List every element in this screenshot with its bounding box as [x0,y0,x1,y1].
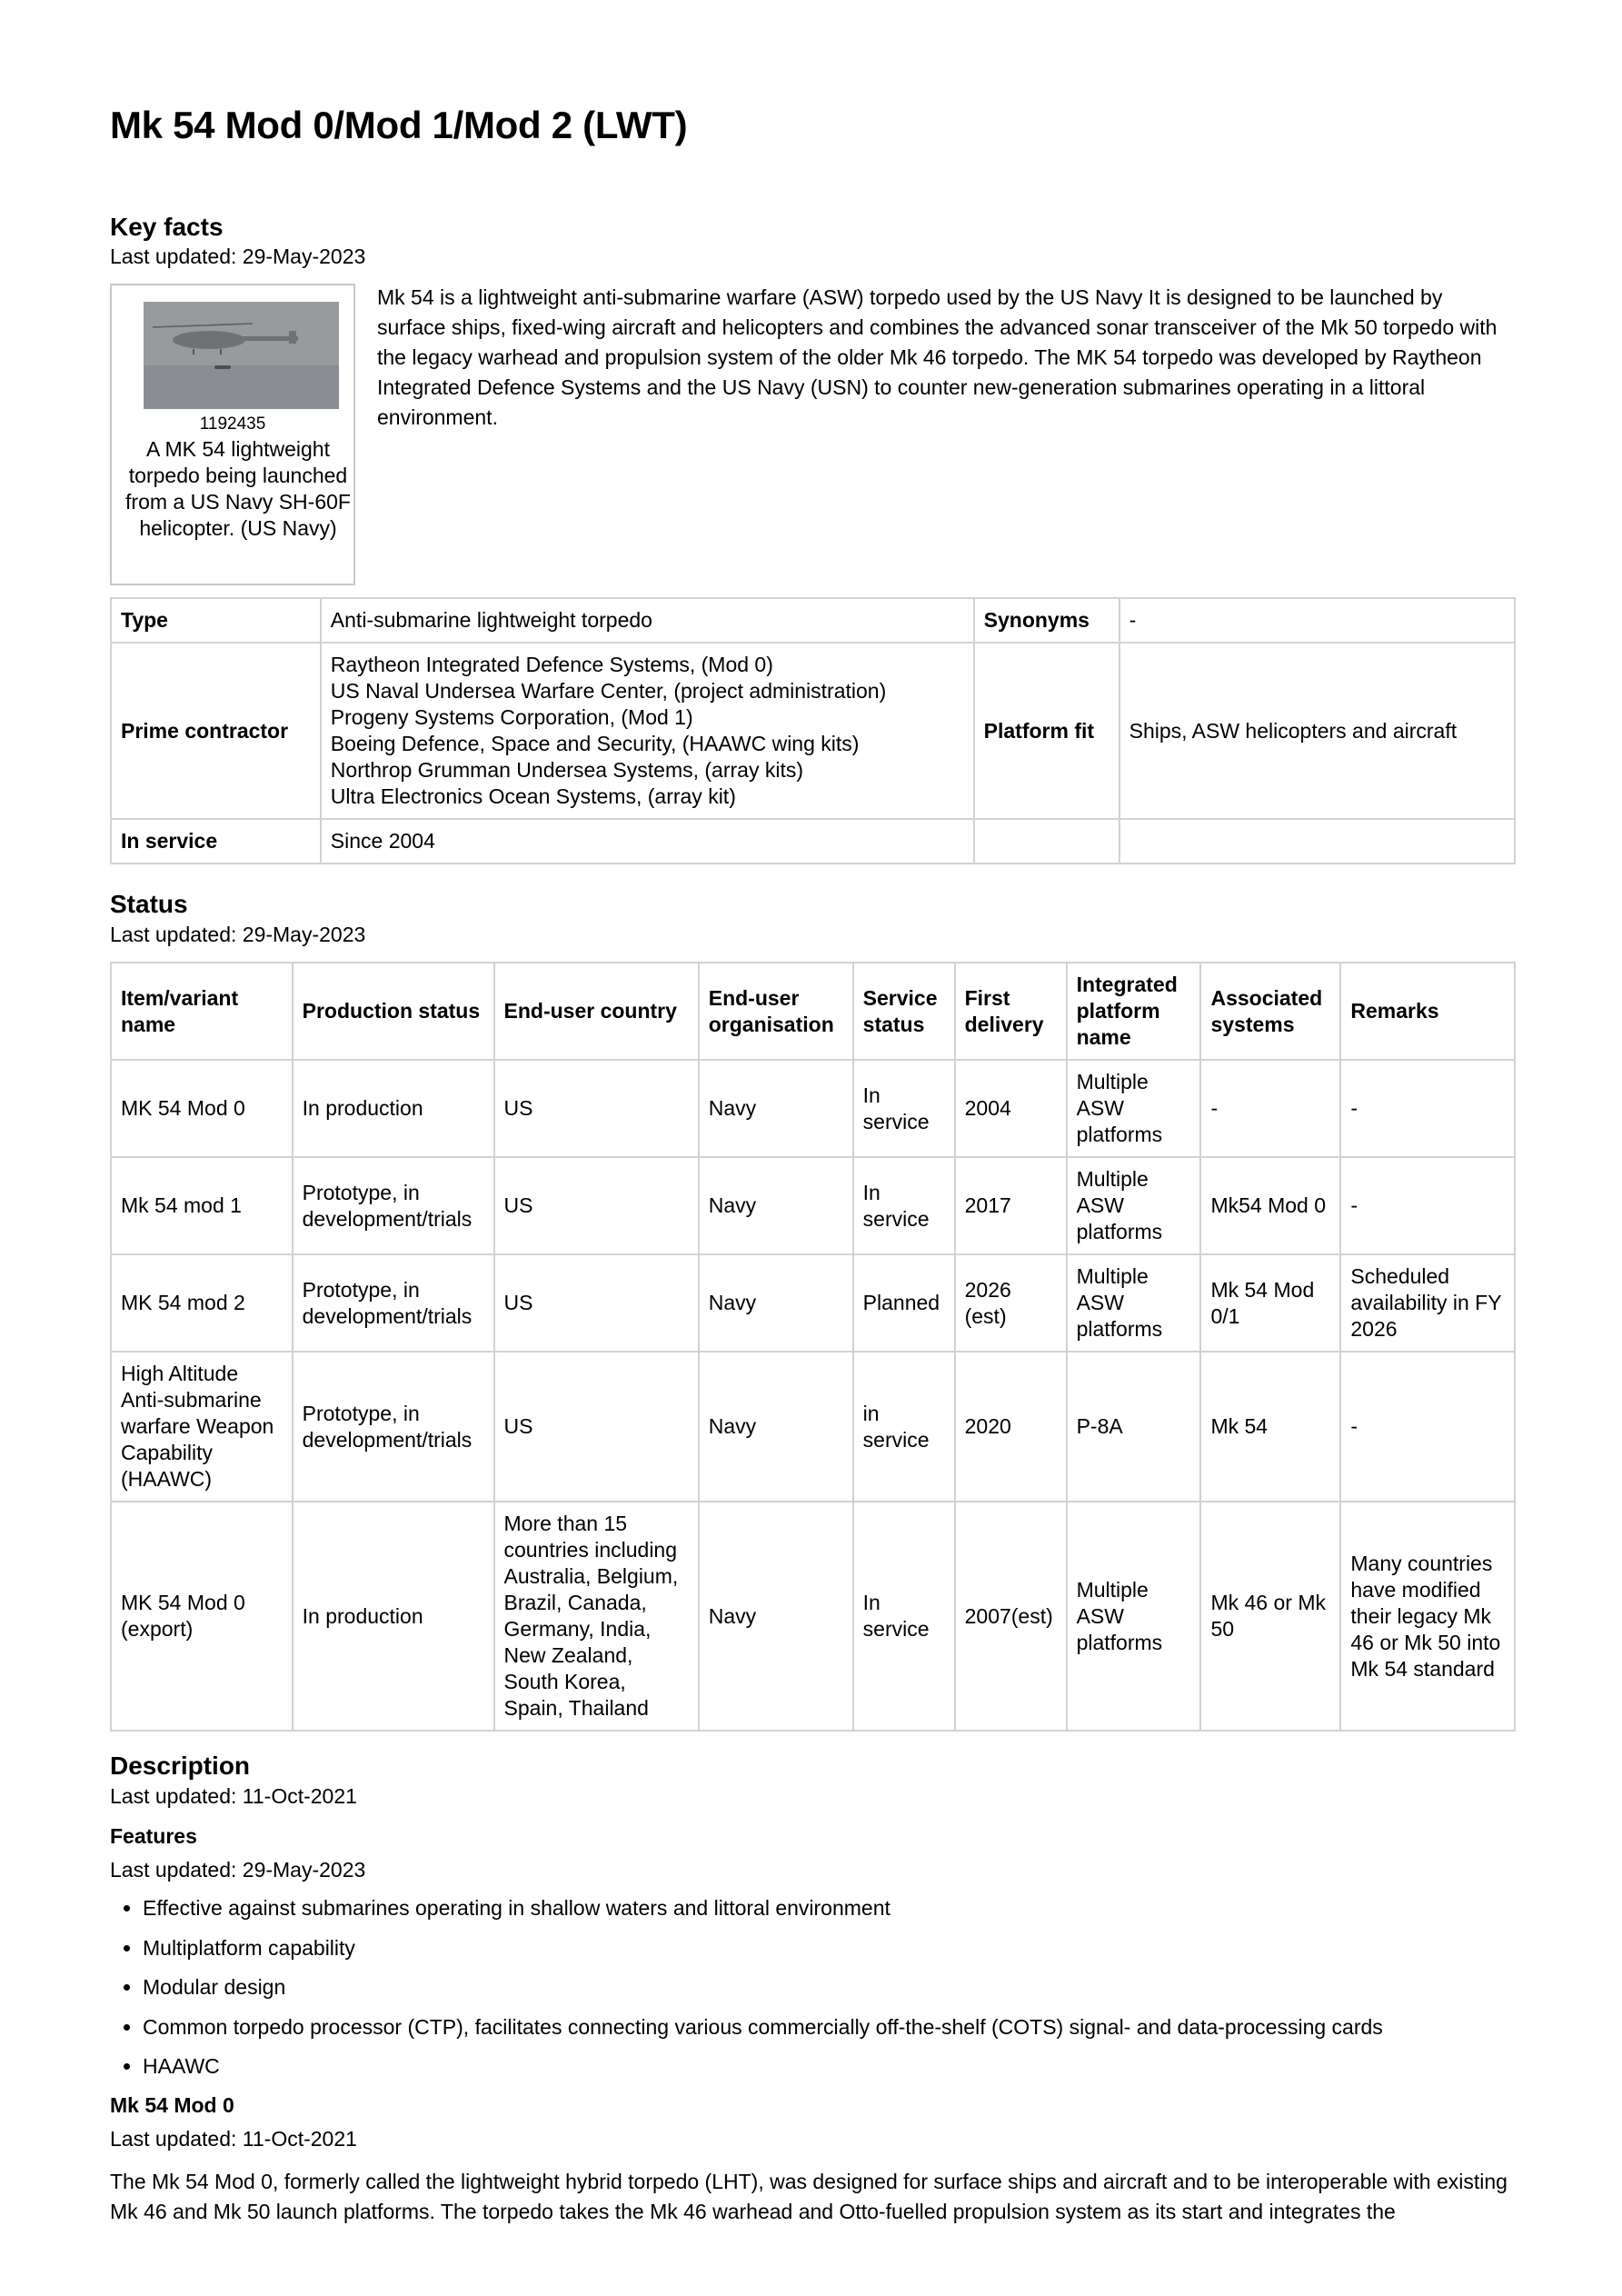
table-cell: Mk 54 Mod 0/1 [1200,1254,1340,1352]
key-facts-table [110,597,1516,864]
table-cell: - [1340,1060,1515,1157]
synonyms-label: Synonyms [974,598,1119,643]
table-cell: MK 54 Mod 0 [111,1060,293,1157]
table-cell: Mk 54 [1200,1352,1340,1502]
empty-cell [974,819,1119,863]
column-header: Associated systems [1200,963,1340,1060]
type-value: Anti-submarine lightweight torpedo [321,598,974,643]
helicopter-photo-icon [144,302,339,409]
prime-contractor-item: US Naval Undersea Warfare Center, (project administration) [330,679,887,703]
mod0-heading: Mk 54 Mod 0 [110,2093,234,2117]
table-cell: Prototype, in development/trials [293,1352,494,1502]
table-cell: Mk54 Mod 0 [1200,1157,1340,1254]
list-item: • Modular design [143,1973,1383,2013]
type-label: Type [111,598,321,643]
image-id: 1192435 [199,414,266,434]
list-item: • Effective against submarines operating in shallow waters and littoral environment [143,1894,1383,1934]
intro-paragraph: Mk 54 is a lightweight anti-submarine warfare (ASW) torpedo used by the US Navy It is designed to be launched by surface ships, fixed-wing aircraft and helicopters and combines the advanced sonar transceiver of the Mk 50 torpedo with the legacy warhead and propulsion system of the older Mk 46 torpedo. The MK 54 torpedo was developed by Raytheon Integrated Defence Systems and the US Navy (USN) to counter new-generation submarines operating in a littoral environment. [377,285,1498,429]
prime-contractor-label: Prime contractor [111,643,321,819]
table-cell: in service [853,1352,955,1502]
table-row [111,1502,1515,1731]
table-cell: - [1340,1352,1515,1502]
table-cell: Multiple ASW platforms [1067,1060,1201,1157]
table-cell: Scheduled availability in FY 2026 [1340,1254,1515,1352]
column-header: Integrated platform name [1067,963,1201,1060]
table-cell: Navy [699,1352,853,1502]
column-header: Remarks [1340,963,1515,1060]
table-cell: Multiple ASW platforms [1067,1502,1201,1731]
status-heading: Status [110,890,188,918]
table-cell: In service [853,1060,955,1157]
table-cell: Mk 46 or Mk 50 [1200,1502,1340,1731]
table-cell: 2007(est) [955,1502,1067,1731]
column-header: End-user organisation [699,963,853,1060]
table-cell: US [494,1157,699,1254]
page-title: Mk 54 Mod 0/Mod 1/Mod 2 (LWT) [110,104,688,146]
table-cell: Navy [699,1157,853,1254]
prime-contractor-item: Boeing Defence, Space and Security, (HAAWC wing kits) [330,732,860,755]
table-cell: In production [293,1502,494,1731]
table-cell: Planned [853,1254,955,1352]
status-table [110,962,1516,1732]
table-cell: MK 54 mod 2 [111,1254,293,1352]
description-heading: Description [110,1752,251,1780]
column-header: Production status [293,963,494,1060]
list-item: • Common torpedo processor (CTP), facilitates connecting various commercially off-the-shelf (COTS) signal- and data-processing cards [143,2013,1383,2053]
prime-contractor-item: Progeny Systems Corporation, (Mod 1) [330,705,693,729]
table-row [111,1060,1515,1157]
image-caption: A MK 54 lightweight torpedo being launched from a US Navy SH-60F helicopter. (US Navy) [125,437,351,540]
features-updated: Last updated: 29-May-2023 [110,1858,366,1882]
table-cell: In service [853,1157,955,1254]
key-facts-updated: Last updated: 29-May-2023 [110,245,366,268]
platform-fit-label: Platform fit [974,643,1119,819]
table-cell: Many countries have modified their legacy Mk 46 or Mk 50 into Mk 54 standard [1340,1502,1515,1731]
in-service-label: In service [111,819,321,863]
prime-contractor-item: Northrop Grumman Undersea Systems, (array kits) [330,758,803,782]
table-cell: 2026 (est) [955,1254,1067,1352]
mod0-paragraph: The Mk 54 Mod 0, formerly called the lightweight hybrid torpedo (LHT), was designed for surface ships and aircraft and to be interoperable with existing Mk 46 and Mk 50 launch platforms. The torpedo takes the Mk 46 warhead and Otto-fuelled propulsion system as its start and integrates the [110,2170,1508,2223]
table-row [111,1157,1515,1254]
features-list [110,1894,1383,2092]
key-facts-figure [110,284,355,585]
table-cell: Multiple ASW platforms [1067,1254,1201,1352]
description-updated: Last updated: 11-Oct-2021 [110,1784,357,1808]
table-cell: High Altitude Anti-submarine warfare Weapon Capability (HAAWC) [111,1352,293,1502]
table-row [111,1352,1515,1502]
status-updated: Last updated: 29-May-2023 [110,923,366,946]
table-row [111,598,1515,643]
table-cell: US [494,1254,699,1352]
table-row [111,643,1515,819]
table-cell: 2017 [955,1157,1067,1254]
table-cell: Prototype, in development/trials [293,1157,494,1254]
helicopter-photo[interactable] [144,302,339,409]
empty-cell [1119,819,1515,863]
in-service-value: Since 2004 [321,819,974,863]
column-header: First delivery [955,963,1067,1060]
table-cell: Navy [699,1060,853,1157]
list-item: • Multiplatform capability [143,1934,1383,1974]
table-cell: In service [853,1502,955,1731]
status-header-row [111,963,1515,1060]
synonyms-value: - [1119,598,1515,643]
table-cell: In production [293,1060,494,1157]
table-cell: US [494,1352,699,1502]
features-heading: Features [110,1824,197,1848]
prime-contractor-item: Raytheon Integrated Defence Systems, (Mod 0) [330,653,773,676]
column-header: End-user country [494,963,699,1060]
table-cell: More than 15 countries including Australia, Belgium, Brazil, Canada, Germany, India, New Zealand, South Korea, Spain, Thailand [494,1502,699,1731]
table-row [111,1254,1515,1352]
table-cell: Mk 54 mod 1 [111,1157,293,1254]
list-item: • HAAWC [143,2052,1383,2092]
table-cell: Navy [699,1254,853,1352]
table-cell: Navy [699,1502,853,1731]
table-cell: 2020 [955,1352,1067,1502]
table-cell: US [494,1060,699,1157]
mod0-updated: Last updated: 11-Oct-2021 [110,2127,357,2151]
table-cell: Prototype, in development/trials [293,1254,494,1352]
column-header: Item/variant name [111,963,293,1060]
prime-contractor-item: Ultra Electronics Ocean Systems, (array kit) [330,784,736,808]
table-cell: P-8A [1067,1352,1201,1502]
platform-fit-value: Ships, ASW helicopters and aircraft [1119,643,1515,819]
prime-contractor-values [321,643,974,819]
column-header: Service status [853,963,955,1060]
table-row [111,819,1515,863]
table-cell: - [1200,1060,1340,1157]
table-cell: 2004 [955,1060,1067,1157]
table-cell: MK 54 Mod 0 (export) [111,1502,293,1731]
key-facts-heading: Key facts [110,213,224,241]
table-cell: - [1340,1157,1515,1254]
table-cell: Multiple ASW platforms [1067,1157,1201,1254]
